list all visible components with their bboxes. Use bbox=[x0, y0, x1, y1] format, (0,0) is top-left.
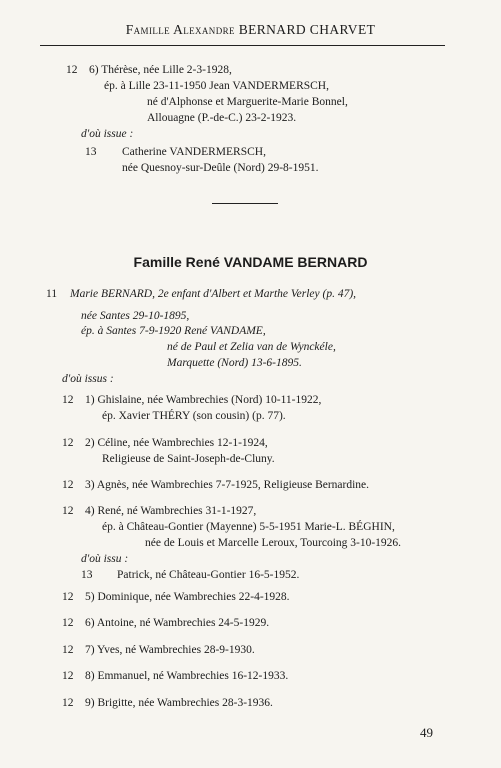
generation-number: 12 bbox=[62, 591, 74, 603]
generation-number: 12 bbox=[62, 697, 74, 709]
page-header bbox=[0, 22, 501, 38]
child-entry: 2) Céline, née Wambrechies 12-1-1924, bbox=[85, 437, 268, 449]
child-entry: ép. à Château-Gontier (Mayenne) 5-5-1951 Marie-L. BÉGHIN, bbox=[102, 521, 395, 533]
child-entry: ép. Xavier THÉRY (son cousin) (p. 77). bbox=[102, 410, 286, 422]
child-line: Catherine VANDERMERSCH, bbox=[122, 146, 266, 158]
entry-line: Marie BERNARD, 2e enfant d'Albert et Marthe Verley (p. 47), bbox=[70, 288, 357, 300]
generation-number: 13 bbox=[85, 146, 97, 158]
generation-number: 11 bbox=[46, 288, 58, 300]
child-entry: 4) René, né Wambrechies 31-1-1927, bbox=[85, 505, 257, 517]
child-entry: 5) Dominique, née Wambrechies 22-4-1928. bbox=[85, 591, 290, 603]
entry-line: né d'Alphonse et Marguerite-Marie Bonnel, bbox=[147, 96, 348, 108]
generation-number: 12 bbox=[62, 479, 74, 491]
section-divider bbox=[212, 203, 278, 204]
generation-number: 12 bbox=[62, 505, 74, 517]
entry-line: 6) Thérèse, née Lille 2-3-1928, bbox=[89, 64, 232, 76]
header-rule bbox=[40, 45, 445, 46]
grandchild-entry: Patrick, né Château-Gontier 16-5-1952. bbox=[117, 569, 300, 581]
header-family-prefix: Famille Alexandre bbox=[125, 22, 235, 37]
entry-line: ép. à Lille 23-11-1950 Jean VANDERMERSCH, bbox=[104, 80, 329, 92]
generation-number: 13 bbox=[81, 569, 93, 581]
entry-line: Marquette (Nord) 13-6-1895. bbox=[167, 357, 302, 369]
generation-number: 12 bbox=[62, 394, 74, 406]
child-line: née Quesnoy-sur-Deûle (Nord) 29-8-1951. bbox=[122, 162, 319, 174]
child-entry: 3) Agnès, née Wambrechies 7-7-1925, Religieuse Bernardine. bbox=[85, 479, 370, 491]
child-entry: 6) Antoine, né Wambrechies 24-5-1929. bbox=[85, 617, 270, 629]
issue-label: d'où issus : bbox=[62, 373, 114, 385]
entry-line: née Santes 29-10-1895, bbox=[81, 310, 190, 322]
child-entry: née de Louis et Marcelle Leroux, Tourcoing 3-10-1926. bbox=[145, 537, 402, 549]
generation-number: 12 bbox=[62, 617, 74, 629]
entry-line: Allouagne (P.-de-C.) 23-2-1923. bbox=[147, 112, 297, 124]
entry-line: né de Paul et Zelia van de Wynckéle, bbox=[167, 341, 336, 353]
child-entry: 1) Ghislaine, née Wambrechies (Nord) 10-11-1922, bbox=[85, 394, 322, 406]
child-entry: Religieuse de Saint-Joseph-de-Cluny. bbox=[102, 453, 275, 465]
generation-number: 12 bbox=[62, 644, 74, 656]
header-family-name: BERNARD CHARVET bbox=[238, 22, 376, 37]
section-title: Famille René VANDAME BERNARD bbox=[133, 254, 368, 270]
generation-number: 12 bbox=[66, 64, 78, 76]
child-entry: 8) Emmanuel, né Wambrechies 16-12-1933. bbox=[85, 670, 289, 682]
child-entry: 9) Brigitte, née Wambrechies 28-3-1936. bbox=[85, 697, 273, 709]
child-entry: 7) Yves, né Wambrechies 28-9-1930. bbox=[85, 644, 255, 656]
entry-line: ép. à Santes 7-9-1920 René VANDAME, bbox=[81, 325, 266, 337]
generation-number: 12 bbox=[62, 670, 74, 682]
generation-number: 12 bbox=[62, 437, 74, 449]
page-number: 49 bbox=[420, 725, 433, 740]
issue-label: d'où issue : bbox=[81, 128, 134, 140]
issue-label: d'où issu : bbox=[81, 553, 129, 565]
